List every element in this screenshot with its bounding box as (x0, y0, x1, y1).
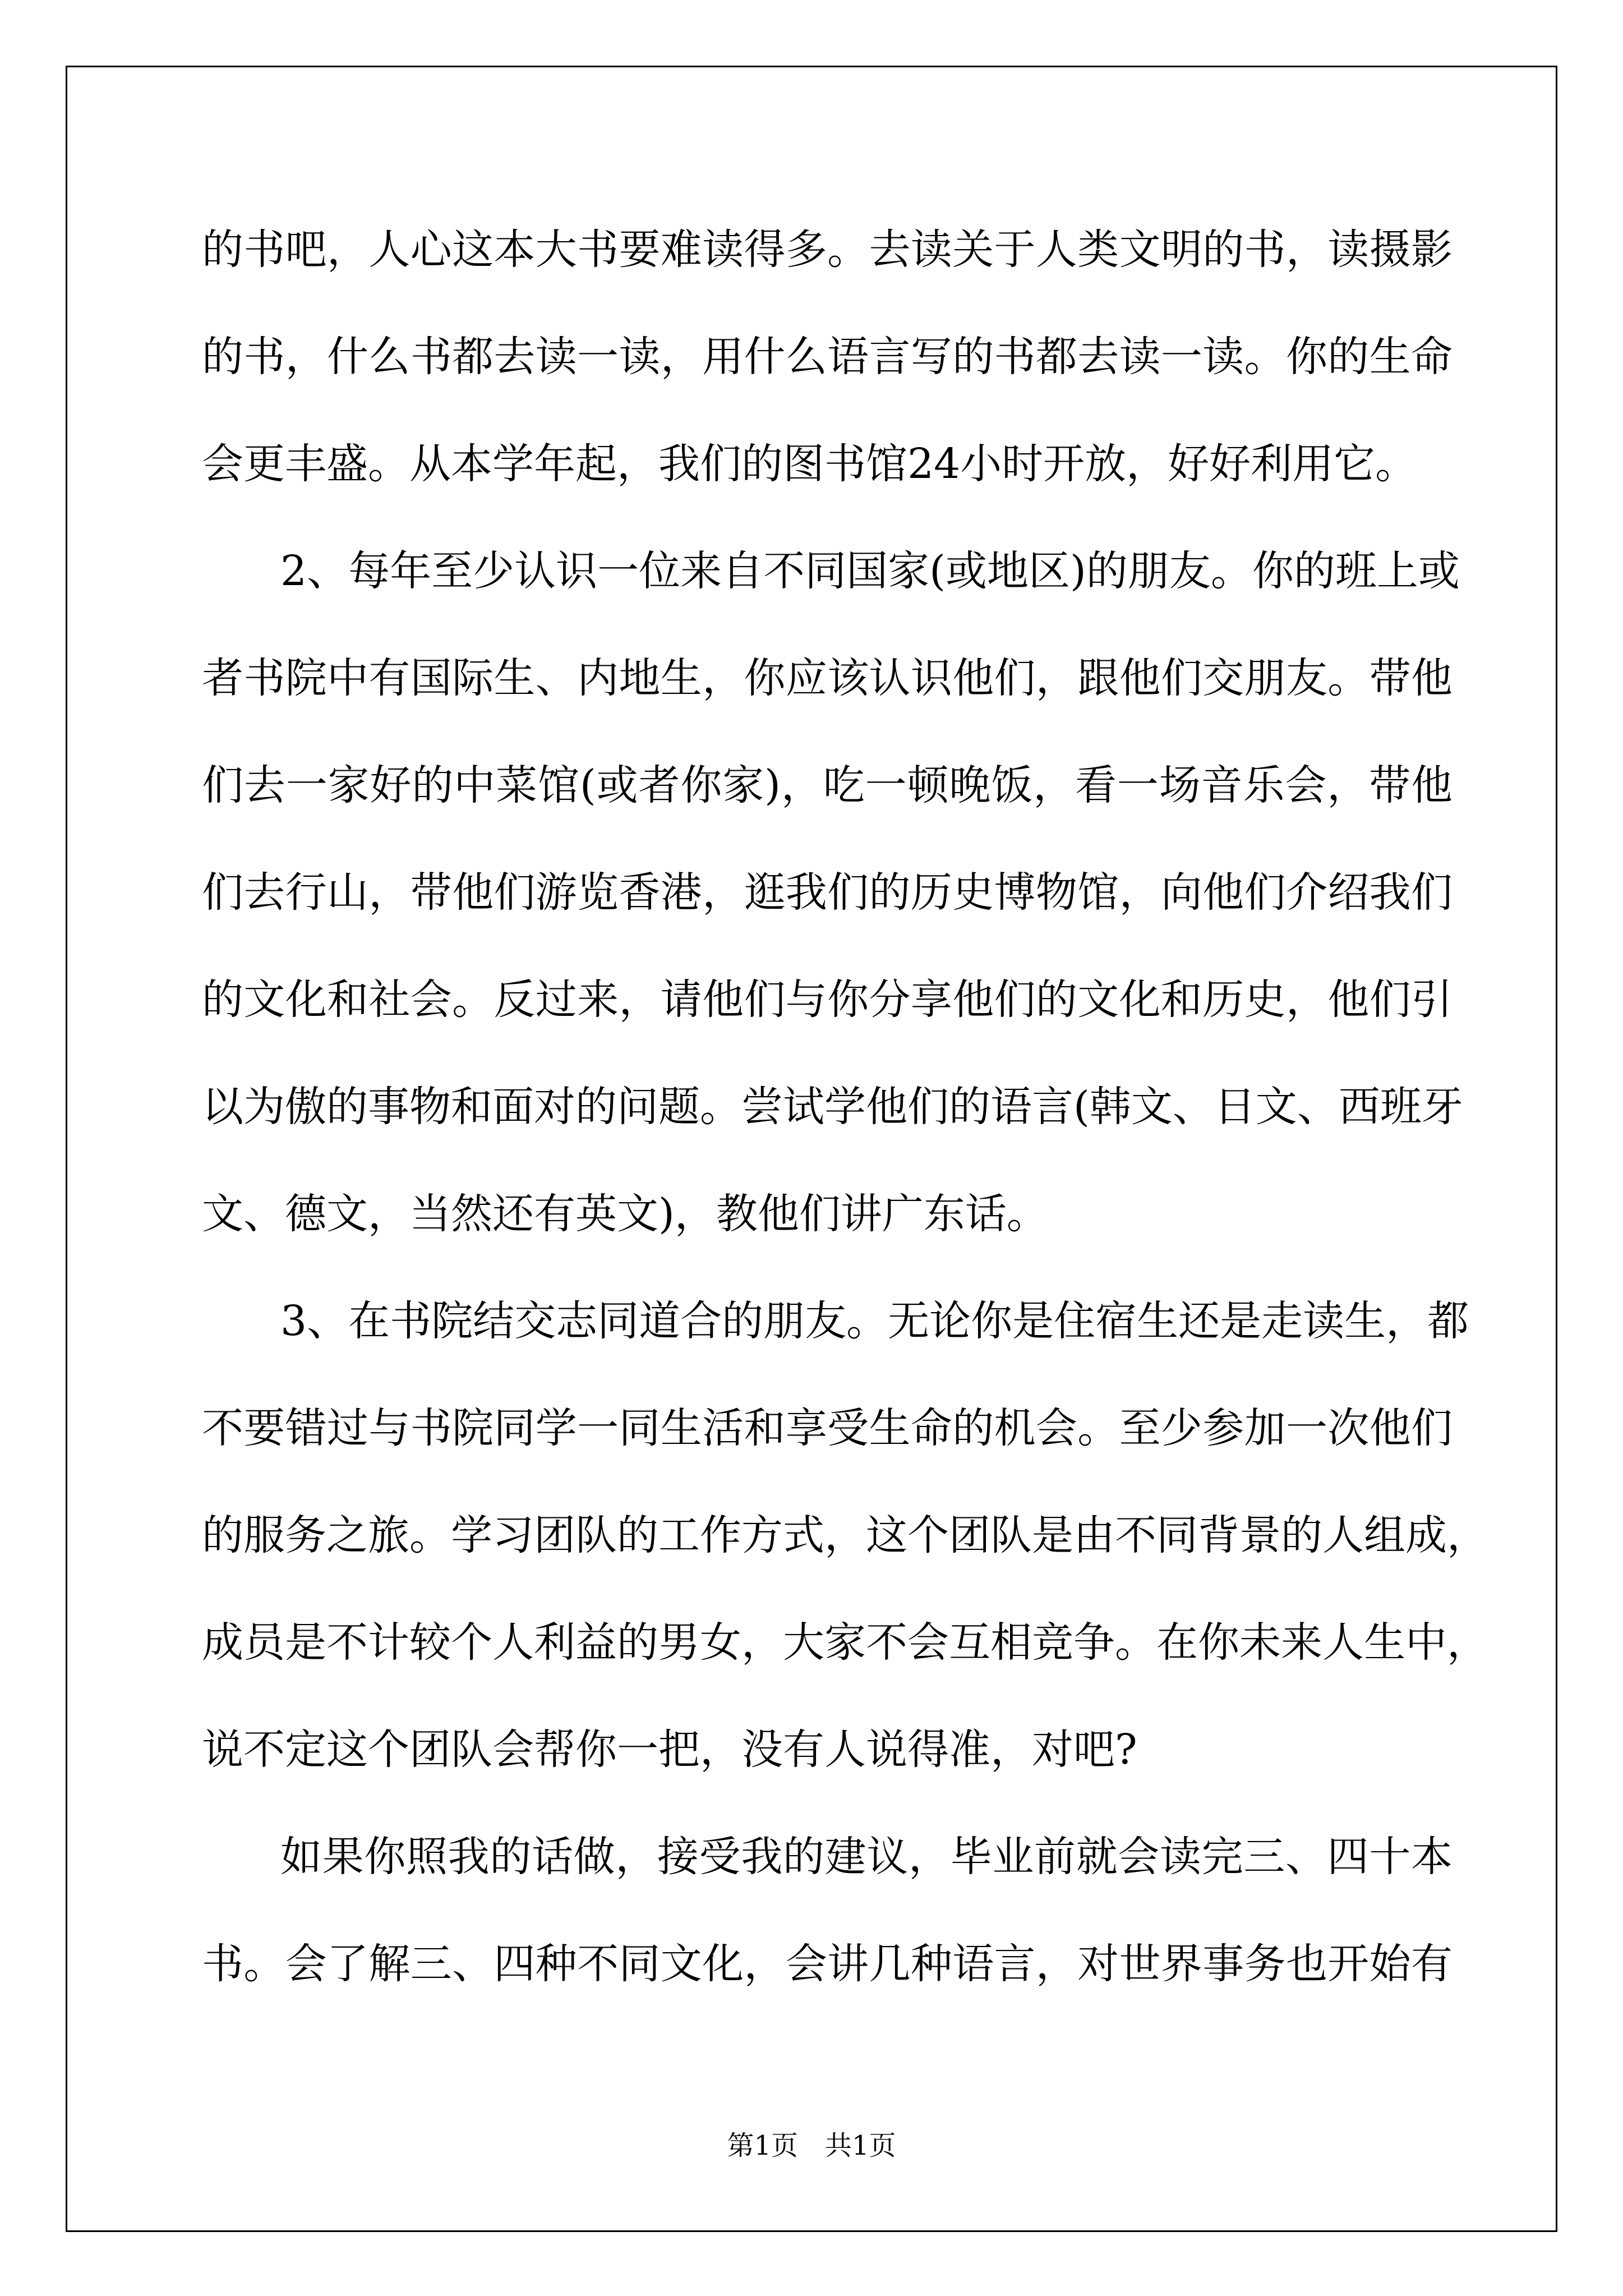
text-line: 成员是不计较个人利益的男女，大家不会互相竞争。在你未来人生中， (202, 1618, 1488, 1667)
text-line: 不要错过与书院同学一同生活和享受生命的机会。至少参加一次他们 (202, 1404, 1453, 1452)
text-line: 书。会了解三、四种不同文化，会讲几种语言，对世界事务也开始有 (202, 1940, 1453, 1988)
document-body (202, 224, 1488, 2046)
page-total: 共1页 (825, 2130, 896, 2161)
page-number: 第1页 (727, 2130, 798, 2161)
text-line: 2、每年至少认识一位来自不同国家(或地区)的朋友。你的班上或 (280, 547, 1460, 595)
text-line: 们去一家好的中菜馆(或者你家)，吃一顿晚饭，看一场音乐会，带他 (202, 761, 1453, 809)
text-line: 们去行山，带他们游览香港，逛我们的历史博物馆，向他们介绍我们 (202, 868, 1453, 917)
text-line: 3、在书院结交志同道合的朋友。无论你是住宿生还是走读生，都 (280, 1297, 1469, 1345)
page-footer (0, 2129, 1623, 2162)
text-line: 说不定这个团队会帮你一把，没有人说得准，对吧? (202, 1726, 1137, 1774)
text-line: 文、德文，当然还有英文)，教他们讲广东话。 (202, 1190, 1048, 1238)
text-line: 者书院中有国际生、内地生，你应该认识他们，跟他们交朋友。带他 (202, 654, 1453, 702)
text-line: 以为傲的事物和面对的问题。尝试学他们的语言(韩文、日文、西班牙 (202, 1083, 1463, 1131)
text-line: 会更丰盛。从本学年起，我们的图书馆24小时开放，好好利用它。 (202, 440, 1417, 488)
text-line: 如果你照我的话做，接受我的建议，毕业前就会读完三、四十本 (280, 1833, 1453, 1881)
text-line: 的书吧，人心这本大书要难读得多。去读关于人类文明的书，读摄影 (202, 226, 1453, 274)
text-line: 的书，什么书都去读一读，用什么语言写的书都去读一读。你的生命 (202, 333, 1453, 381)
text-line: 的文化和社会。反过来，请他们与你分享他们的文化和历史，他们引 (202, 976, 1453, 1024)
text-line: 的服务之旅。学习团队的工作方式，这个团队是由不同背景的人组成， (202, 1511, 1488, 1559)
